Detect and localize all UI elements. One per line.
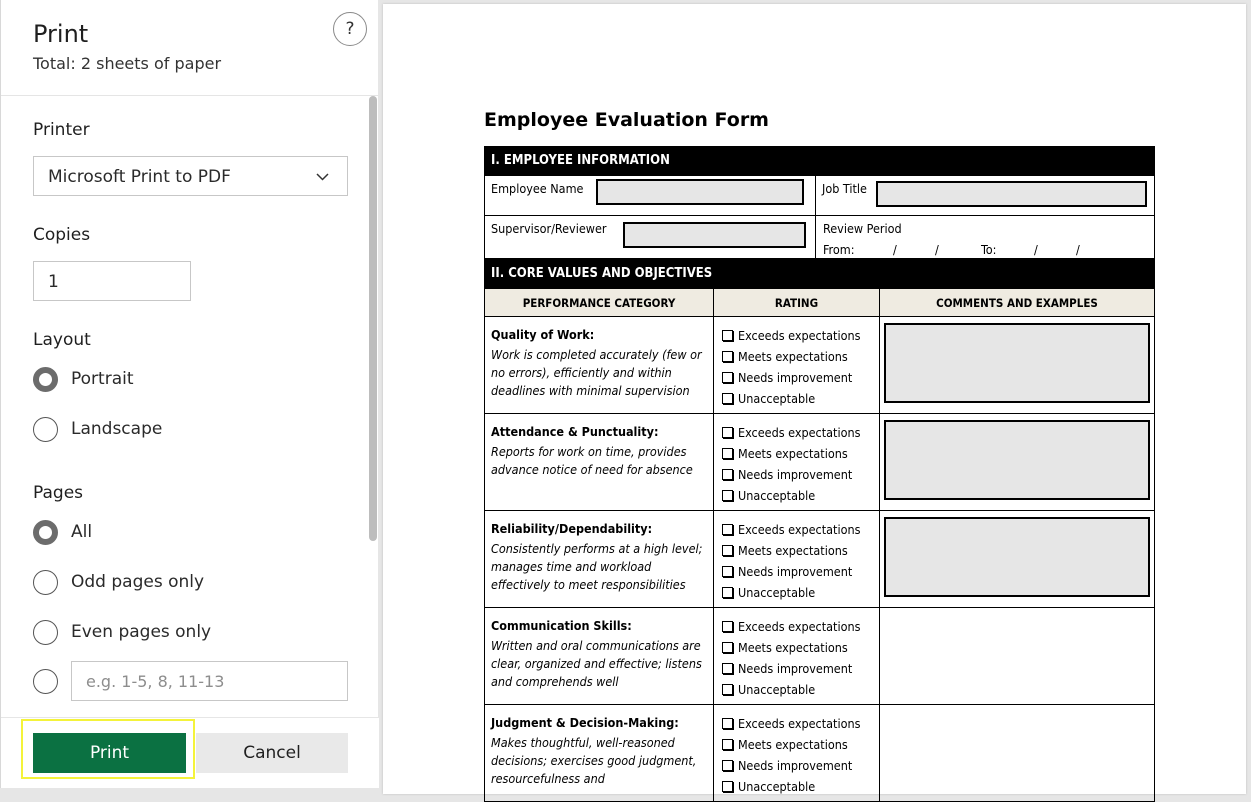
supervisor-label: Supervisor/Reviewer (491, 221, 607, 236)
comments-field[interactable] (884, 517, 1150, 597)
employee-row (484, 176, 1155, 216)
divider (815, 216, 816, 258)
comments-field[interactable] (884, 323, 1150, 403)
copies-label: Copies (33, 225, 91, 245)
panel-header (1, 0, 379, 96)
page-range-input[interactable]: e.g. 1-5, 8, 11-13 (71, 661, 348, 701)
portrait-label[interactable]: Portrait (71, 369, 134, 389)
table-row (484, 317, 1155, 414)
rating-checkbox[interactable]: Exceeds expectations (722, 519, 871, 540)
rating-checkbox[interactable]: Exceeds expectations (722, 422, 871, 443)
chevron-down-icon (316, 170, 329, 183)
even-pages-label[interactable]: Even pages only (71, 622, 212, 642)
job-title-label: Job Title (822, 181, 867, 196)
category-title: Communication Skills: (491, 618, 632, 633)
category-cell (485, 705, 714, 801)
category-title: Attendance & Punctuality: (491, 424, 659, 439)
rating-checkbox[interactable]: Unacceptable (722, 776, 871, 797)
rating-checkbox[interactable]: Meets expectations (722, 443, 871, 464)
comments-cell (880, 511, 1154, 607)
column-headers (484, 289, 1155, 317)
radio-portrait[interactable] (33, 367, 58, 392)
printer-label: Printer (33, 120, 90, 140)
rating-cell (714, 317, 880, 413)
cancel-button[interactable]: Cancel (196, 733, 348, 773)
sheet-count: Total: 2 sheets of paper (33, 54, 222, 73)
rating-checkbox[interactable]: Needs improvement (722, 755, 871, 776)
from-label: From: (823, 242, 855, 257)
radio-even-pages[interactable] (33, 620, 58, 645)
date-slash: / (893, 242, 897, 257)
rating-checkbox[interactable]: Meets expectations (722, 637, 871, 658)
category-title: Reliability/Dependability: (491, 521, 653, 536)
radio-odd-pages[interactable] (33, 570, 58, 595)
printer-select[interactable] (33, 156, 348, 196)
rating-checkbox[interactable]: Meets expectations (722, 734, 871, 755)
col-rating: RATING (714, 289, 880, 316)
job-title-field[interactable] (876, 181, 1147, 207)
rating-checkbox[interactable]: Unacceptable (722, 679, 871, 700)
section-core-values: II. CORE VALUES AND OBJECTIVES (484, 259, 1155, 289)
section-employee-info: I. EMPLOYEE INFORMATION (484, 146, 1155, 176)
table-row (484, 608, 1155, 705)
category-cell (485, 608, 714, 704)
layout-label: Layout (33, 330, 91, 350)
comments-cell (880, 414, 1154, 510)
rating-checkbox[interactable]: Unacceptable (722, 485, 871, 506)
document-title: Employee Evaluation Form (484, 109, 769, 131)
category-cell (485, 511, 714, 607)
employee-name-label: Employee Name (491, 181, 584, 196)
landscape-label[interactable]: Landscape (71, 419, 163, 439)
category-title: Quality of Work: (491, 327, 595, 342)
supervisor-field[interactable] (623, 222, 806, 248)
to-label: To: (981, 242, 997, 257)
category-cell (485, 317, 714, 413)
rating-checkbox[interactable]: Unacceptable (722, 388, 871, 409)
print-panel (0, 0, 378, 788)
scrollbar[interactable] (369, 96, 377, 541)
category-desc: Consistently performs at a high level; manages time and workload effectively to meet responsibilities (491, 541, 703, 592)
rating-cell (714, 608, 880, 704)
date-slash: / (1034, 242, 1038, 257)
copies-input[interactable]: 1 (33, 261, 191, 301)
odd-pages-label[interactable]: Odd pages only (71, 572, 205, 592)
divider (815, 176, 816, 215)
radio-custom-range[interactable] (33, 669, 58, 694)
rating-checkbox[interactable]: Exceeds expectations (722, 616, 871, 637)
table-row (484, 511, 1155, 608)
rating-checkbox[interactable]: Meets expectations (722, 346, 871, 367)
table-row (484, 414, 1155, 511)
rating-checkbox[interactable]: Exceeds expectations (722, 325, 871, 346)
radio-all-pages[interactable] (33, 520, 58, 545)
category-desc: Written and oral communications are clear, organized and effective; listens and comprehends well (491, 638, 702, 689)
col-comments: COMMENTS AND EXAMPLES (936, 295, 1098, 310)
category-desc: Work is completed accurately (few or no errors), efficiently and within deadlines with minimal supervision (491, 347, 702, 398)
rating-checkbox[interactable]: Meets expectations (722, 540, 871, 561)
rating-cell (714, 511, 880, 607)
page-title: Print (33, 20, 89, 48)
radio-landscape[interactable] (33, 417, 58, 442)
rating-checkbox[interactable]: Needs improvement (722, 464, 871, 485)
rating-cell (714, 414, 880, 510)
review-period-label: Review Period (823, 221, 902, 236)
category-cell (485, 414, 714, 510)
print-preview-page (383, 4, 1246, 794)
date-slash: / (1076, 242, 1080, 257)
rating-checkbox[interactable]: Needs improvement (722, 367, 871, 388)
employee-name-field[interactable] (596, 179, 804, 205)
category-desc: Reports for work on time, provides advance notice of need for absence (491, 444, 693, 477)
date-slash: / (935, 242, 939, 257)
rating-checkbox[interactable]: Needs improvement (722, 561, 871, 582)
category-title: Judgment & Decision-Making: (491, 715, 679, 730)
evaluation-form (484, 146, 1155, 802)
rating-checkbox[interactable]: Unacceptable (722, 582, 871, 603)
comments-cell (880, 317, 1154, 413)
rating-checkbox[interactable]: Exceeds expectations (722, 713, 871, 734)
pages-label: Pages (33, 483, 84, 503)
col-performance: PERFORMANCE CATEGORY (485, 289, 714, 316)
rating-checkbox[interactable]: Needs improvement (722, 658, 871, 679)
print-button[interactable]: Print (33, 733, 186, 773)
help-icon[interactable]: ? (333, 12, 367, 46)
comments-cell (880, 608, 1154, 704)
category-desc: Makes thoughtful, well-reasoned decisions; exercises good judgment, resourcefulness and (491, 735, 697, 786)
printer-value: Microsoft Print to PDF (48, 167, 231, 187)
comments-field[interactable] (884, 420, 1150, 500)
table-row (484, 705, 1155, 802)
rating-cell (714, 705, 880, 801)
supervisor-row (484, 216, 1155, 259)
all-pages-label[interactable]: All (71, 522, 93, 542)
comments-cell (880, 705, 1154, 801)
evaluation-rows (484, 317, 1155, 802)
